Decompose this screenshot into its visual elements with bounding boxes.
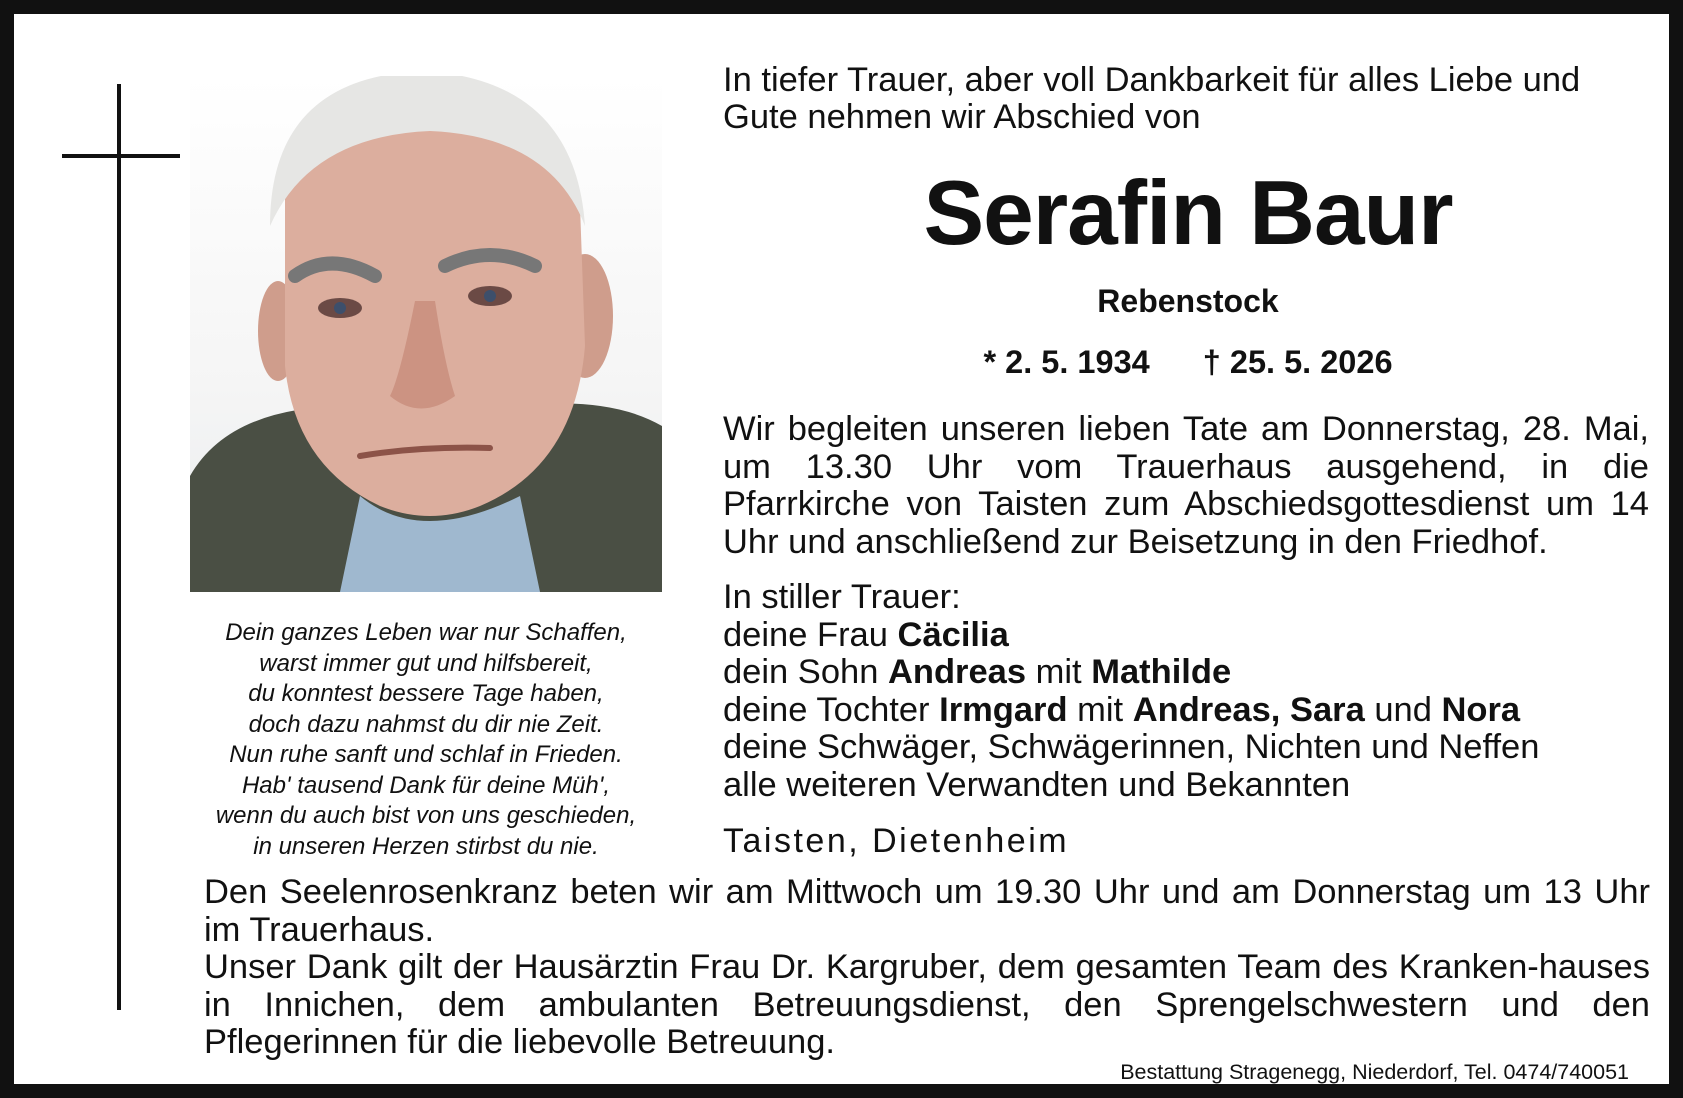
mourner-name: Cäcilia	[897, 615, 1009, 654]
places: Taisten, Dietenheim	[723, 822, 1070, 860]
poem	[190, 618, 662, 862]
mourner-name: Andreas, Sara	[1132, 690, 1365, 729]
mourner-line	[723, 617, 1653, 655]
mourner-text: deine Frau	[723, 615, 898, 654]
poem-line: doch dazu nahmst du dir nie Zeit.	[248, 710, 604, 738]
poem-line: wenn du auch bist von uns geschieden,	[215, 802, 637, 829]
intro-text: In tiefer Trauer, aber voll Dankbarkeit für alles Liebe und Gute nehmen wir Abschied von	[723, 61, 1581, 136]
mourner-line	[723, 729, 1653, 767]
death-date: † 25. 5. 2026	[1202, 344, 1393, 380]
mourner-line	[723, 692, 1653, 730]
mourner-name: Nora	[1441, 690, 1521, 729]
mourner-text: und	[1364, 690, 1442, 729]
deceased-name: Serafin Baur	[923, 163, 1453, 264]
mourner-text: alle weiteren Verwandten und Bekannten	[723, 765, 1351, 804]
mourners-list	[723, 579, 1653, 804]
poem-line: du konntest bessere Tage haben,	[248, 680, 604, 707]
mourner-name: Irmgard	[939, 690, 1068, 729]
mourners-heading: In stiller Trauer:	[723, 578, 961, 616]
bottom-text	[204, 874, 1650, 1062]
poem-line: warst immer gut und hilfsbereit,	[259, 649, 593, 677]
portrait-photo	[190, 76, 662, 592]
poem-line: in unseren Herzen stirbst du nie.	[253, 832, 599, 860]
cross-icon	[117, 84, 121, 1010]
funeral-home-footer: Bestattung Stragenegg, Niederdorf, Tel. 0474/740051	[1120, 1060, 1629, 1084]
mourner-name: Andreas	[887, 653, 1027, 691]
poem-line: Nun ruhe sanft und schlaf in Frieden.	[229, 741, 623, 768]
deceased-nickname: Rebenstock	[1097, 283, 1279, 319]
poem-line: Hab' tausend Dank für deine Müh',	[241, 771, 611, 799]
birth-date: * 2. 5. 1934	[983, 344, 1150, 380]
mourner-text: mit	[1067, 690, 1133, 729]
funeral-text: Wir begleiten unseren lieben Tate am Donnerstag, 28. Mai, um 13.30 Uhr vom Trauerhaus ausgehend, in die Pfarrkirche von Taisten zum Abschiedsgottesdienst um 14 Uhr und anschließend zur Beisetzung in den Friedhof.	[723, 410, 1649, 561]
cross-icon-bar	[62, 154, 180, 158]
obituary-card	[14, 14, 1669, 1084]
poem-line: Dein ganzes Leben war nur Schaffen,	[225, 619, 627, 646]
thanks-text: Unser Dank gilt der Hausärztin Frau Dr. Kargruber, dem gesamten Team des Kranken-hauses in Innichen, dem ambulanten Betreuungsdienst, den Sprengelschwestern und den Pflegerinnen für die liebevolle Betreuung.	[204, 948, 1650, 1061]
mourner-line	[723, 654, 1653, 692]
mourner-text: mit	[1026, 653, 1092, 691]
mourner-text: deine Tochter	[723, 690, 940, 729]
mourner-line	[723, 767, 1653, 805]
rosary-text: Den Seelenrosenkranz beten wir am Mittwoch um 19.30 Uhr und am Donnerstag um 13 Uhr im Trauerhaus.	[204, 873, 1650, 949]
mourner-text: deine Schwäger, Schwägerinnen, Nichten und Neffen	[723, 728, 1540, 766]
mourner-name: Mathilde	[1091, 653, 1232, 691]
life-dates	[723, 342, 1653, 382]
mourner-text: dein Sohn	[723, 653, 888, 691]
